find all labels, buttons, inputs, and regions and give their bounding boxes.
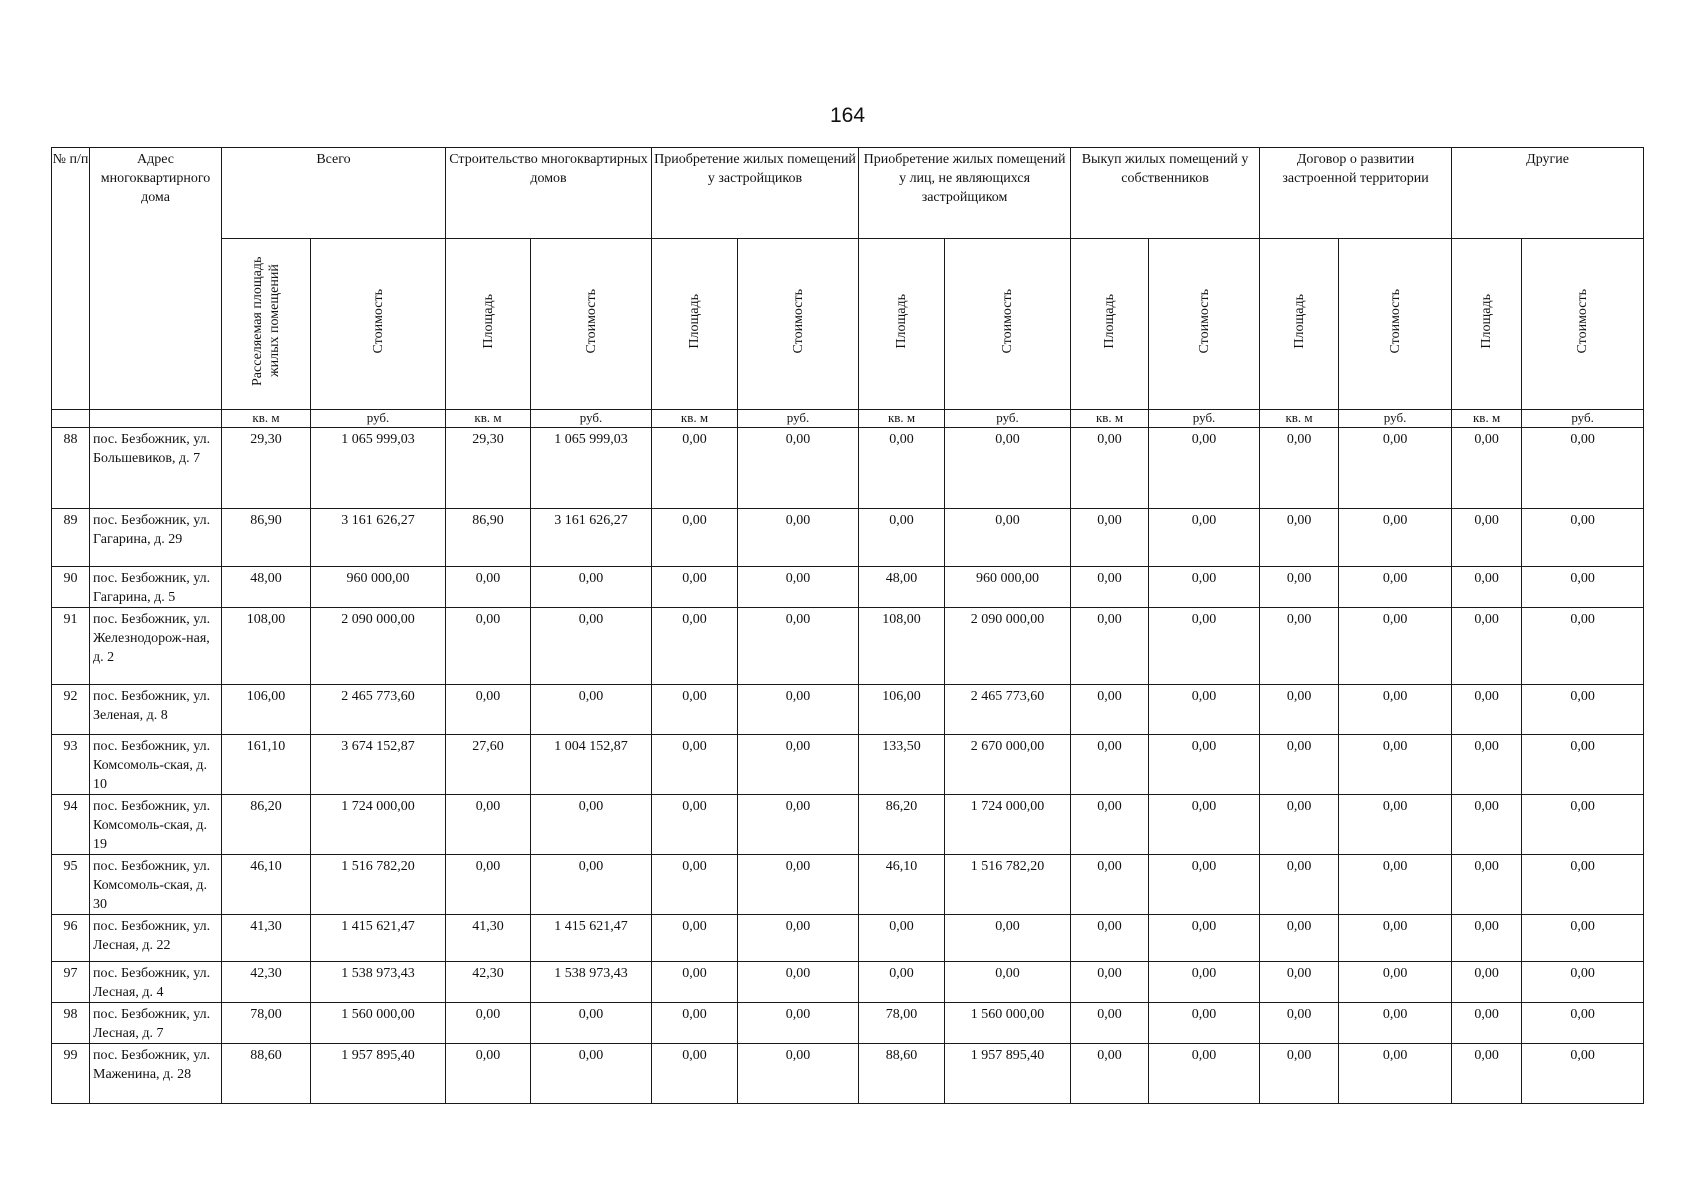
cell-cost: 0,00 xyxy=(531,608,652,685)
table-row xyxy=(52,915,1644,962)
cell-cost: 0,00 xyxy=(945,962,1071,1003)
row-number: 88 xyxy=(52,428,90,509)
cell-area: 0,00 xyxy=(1452,855,1522,915)
cell-area: 0,00 xyxy=(1260,915,1339,962)
cell-area: 106,00 xyxy=(859,685,945,735)
cell-cost: 0,00 xyxy=(1149,509,1260,567)
unit-cell: кв. м xyxy=(1071,410,1149,428)
cell-area: 0,00 xyxy=(1452,608,1522,685)
cell-cost: 0,00 xyxy=(1149,567,1260,608)
cell-cost: 0,00 xyxy=(945,509,1071,567)
cell-area: 0,00 xyxy=(1071,509,1149,567)
row-address: пос. Безбожник, ул. Железнодорож-ная, д. 2 xyxy=(90,608,222,685)
cell-area: 0,00 xyxy=(1071,915,1149,962)
cell-cost: 0,00 xyxy=(738,1003,859,1044)
cell-area: 0,00 xyxy=(1260,962,1339,1003)
cell-area: 0,00 xyxy=(652,855,738,915)
cell-area: 0,00 xyxy=(1452,428,1522,509)
cell-area: 0,00 xyxy=(1452,509,1522,567)
cell-cost: 0,00 xyxy=(738,428,859,509)
cell-area: 0,00 xyxy=(1452,735,1522,795)
cell-cost: 2 465 773,60 xyxy=(311,685,446,735)
cell-area: 86,20 xyxy=(222,795,311,855)
table-row xyxy=(52,509,1644,567)
cell-cost: 0,00 xyxy=(531,1003,652,1044)
cell-cost: 2 090 000,00 xyxy=(311,608,446,685)
cell-cost: 0,00 xyxy=(1339,855,1452,915)
cell-area: 133,50 xyxy=(859,735,945,795)
row-number: 89 xyxy=(52,509,90,567)
row-address: пос. Безбожник, ул. Гагарина, д. 29 xyxy=(90,509,222,567)
table-row xyxy=(52,685,1644,735)
cell-cost: 2 090 000,00 xyxy=(945,608,1071,685)
cell-area: 46,10 xyxy=(859,855,945,915)
cell-cost: 1 724 000,00 xyxy=(945,795,1071,855)
cell-area: 0,00 xyxy=(652,1044,738,1104)
cell-area: 0,00 xyxy=(1071,567,1149,608)
cell-cost: 1 065 999,03 xyxy=(531,428,652,509)
cell-area: 0,00 xyxy=(446,567,531,608)
cell-cost: 0,00 xyxy=(531,855,652,915)
cell-area: 29,30 xyxy=(446,428,531,509)
cell-area: 0,00 xyxy=(652,795,738,855)
cell-cost: 0,00 xyxy=(531,567,652,608)
cell-area: 0,00 xyxy=(446,608,531,685)
header-group-buyout-owners: Выкуп жилых помещений у собственников xyxy=(1071,148,1260,239)
cell-cost: 3 674 152,87 xyxy=(311,735,446,795)
row-address: пос. Безбожник, ул. Комсомоль-ская, д. 30 xyxy=(90,855,222,915)
header-group-purchase-developers: Приобретение жилых помещений у застройщиков xyxy=(652,148,859,239)
cell-cost: 0,00 xyxy=(945,428,1071,509)
cell-cost: 0,00 xyxy=(1339,567,1452,608)
cell-cost: 0,00 xyxy=(1339,608,1452,685)
table-row xyxy=(52,567,1644,608)
subheader: Стоимость xyxy=(945,239,1071,410)
cell-area: 0,00 xyxy=(652,509,738,567)
resettlement-table xyxy=(51,147,1644,1104)
cell-area: 0,00 xyxy=(1260,795,1339,855)
cell-cost: 0,00 xyxy=(1149,735,1260,795)
cell-cost: 1 560 000,00 xyxy=(311,1003,446,1044)
cell-area: 0,00 xyxy=(446,855,531,915)
unit-cell: кв. м xyxy=(446,410,531,428)
row-number: 96 xyxy=(52,915,90,962)
cell-area: 106,00 xyxy=(222,685,311,735)
cell-cost: 0,00 xyxy=(1339,735,1452,795)
cell-area: 88,60 xyxy=(859,1044,945,1104)
cell-area: 41,30 xyxy=(222,915,311,962)
cell-cost: 0,00 xyxy=(1522,608,1644,685)
unit-row xyxy=(52,410,1644,428)
header-group-other: Другие xyxy=(1452,148,1644,239)
cell-area: 108,00 xyxy=(859,608,945,685)
cell-area: 0,00 xyxy=(652,428,738,509)
cell-area: 0,00 xyxy=(1452,1003,1522,1044)
cell-cost: 0,00 xyxy=(531,1044,652,1104)
subheader: Площадь xyxy=(859,239,945,410)
cell-area: 27,60 xyxy=(446,735,531,795)
cell-area: 78,00 xyxy=(222,1003,311,1044)
cell-cost: 0,00 xyxy=(1149,1003,1260,1044)
cell-area: 108,00 xyxy=(222,608,311,685)
cell-area: 0,00 xyxy=(652,1003,738,1044)
subheader: Расселяемая площадь жилых помещений xyxy=(222,239,311,410)
cell-cost: 0,00 xyxy=(738,962,859,1003)
cell-area: 0,00 xyxy=(1260,509,1339,567)
cell-area: 0,00 xyxy=(1260,855,1339,915)
table-header xyxy=(52,148,1644,428)
cell-cost: 0,00 xyxy=(1149,855,1260,915)
row-address: пос. Безбожник, ул. Лесная, д. 7 xyxy=(90,1003,222,1044)
cell-area: 0,00 xyxy=(652,735,738,795)
cell-area: 0,00 xyxy=(1452,685,1522,735)
cell-cost: 2 465 773,60 xyxy=(945,685,1071,735)
unit-cell: кв. м xyxy=(859,410,945,428)
row-address: пос. Безбожник, ул. Зеленая, д. 8 xyxy=(90,685,222,735)
cell-cost: 0,00 xyxy=(1339,1003,1452,1044)
cell-area: 0,00 xyxy=(446,795,531,855)
cell-area: 0,00 xyxy=(446,1044,531,1104)
table-row xyxy=(52,855,1644,915)
cell-cost: 0,00 xyxy=(1339,509,1452,567)
cell-cost: 2 670 000,00 xyxy=(945,735,1071,795)
cell-area: 86,20 xyxy=(859,795,945,855)
unit-cell: руб. xyxy=(531,410,652,428)
row-address: пос. Безбожник, ул. Комсомоль-ская, д. 19 xyxy=(90,795,222,855)
cell-cost: 1 957 895,40 xyxy=(311,1044,446,1104)
cell-area: 41,30 xyxy=(446,915,531,962)
cell-cost: 0,00 xyxy=(738,509,859,567)
row-address: пос. Безбожник, ул. Гагарина, д. 5 xyxy=(90,567,222,608)
cell-area: 0,00 xyxy=(1071,795,1149,855)
row-number: 98 xyxy=(52,1003,90,1044)
cell-cost: 0,00 xyxy=(1522,735,1644,795)
cell-area: 0,00 xyxy=(1452,915,1522,962)
unit-cell: руб. xyxy=(945,410,1071,428)
cell-area: 0,00 xyxy=(1071,855,1149,915)
cell-cost: 1 415 621,47 xyxy=(531,915,652,962)
cell-cost: 0,00 xyxy=(1149,608,1260,685)
unit-cell: руб. xyxy=(1339,410,1452,428)
cell-area: 78,00 xyxy=(859,1003,945,1044)
cell-area: 0,00 xyxy=(1071,1044,1149,1104)
table-row xyxy=(52,1044,1644,1104)
cell-cost: 1 516 782,20 xyxy=(945,855,1071,915)
header-group-purchase-non-developers: Приобретение жилых помещений у лиц, не являющихся застройщиком xyxy=(859,148,1071,239)
unit-cell: руб. xyxy=(738,410,859,428)
cell-cost: 1 415 621,47 xyxy=(311,915,446,962)
subheader: Стоимость xyxy=(531,239,652,410)
subheader: Площадь xyxy=(1260,239,1339,410)
table-row xyxy=(52,962,1644,1003)
unit-cell-blank xyxy=(90,410,222,428)
table-row xyxy=(52,608,1644,685)
table-row xyxy=(52,735,1644,795)
cell-cost: 3 161 626,27 xyxy=(311,509,446,567)
cell-area: 0,00 xyxy=(1452,567,1522,608)
cell-cost: 0,00 xyxy=(1149,795,1260,855)
cell-cost: 0,00 xyxy=(1339,428,1452,509)
cell-cost: 3 161 626,27 xyxy=(531,509,652,567)
cell-cost: 0,00 xyxy=(1522,567,1644,608)
cell-cost: 0,00 xyxy=(1339,1044,1452,1104)
cell-cost: 0,00 xyxy=(1522,1003,1644,1044)
row-number: 91 xyxy=(52,608,90,685)
cell-cost: 0,00 xyxy=(1522,855,1644,915)
cell-area: 86,90 xyxy=(446,509,531,567)
cell-area: 46,10 xyxy=(222,855,311,915)
cell-cost: 0,00 xyxy=(1522,428,1644,509)
cell-cost: 0,00 xyxy=(1522,1044,1644,1104)
table-row xyxy=(52,428,1644,509)
cell-cost: 1 538 973,43 xyxy=(311,962,446,1003)
unit-cell: руб. xyxy=(1149,410,1260,428)
header-address: Адрес многоквартирного дома xyxy=(90,148,222,410)
table-row xyxy=(52,1003,1644,1044)
header-group-development-agreement: Договор о развитии застроенной территории xyxy=(1260,148,1452,239)
cell-area: 161,10 xyxy=(222,735,311,795)
cell-cost: 0,00 xyxy=(738,855,859,915)
cell-cost: 1 065 999,03 xyxy=(311,428,446,509)
header-group-construction: Строительство многоквартирных домов xyxy=(446,148,652,239)
cell-cost: 0,00 xyxy=(1339,795,1452,855)
cell-area: 0,00 xyxy=(859,962,945,1003)
cell-cost: 0,00 xyxy=(738,567,859,608)
row-number: 94 xyxy=(52,795,90,855)
cell-area: 42,30 xyxy=(222,962,311,1003)
subheader: Стоимость xyxy=(738,239,859,410)
cell-cost: 0,00 xyxy=(1339,915,1452,962)
cell-cost: 0,00 xyxy=(1339,962,1452,1003)
row-number: 90 xyxy=(52,567,90,608)
subheader: Стоимость xyxy=(1522,239,1644,410)
cell-area: 0,00 xyxy=(1260,428,1339,509)
page-number: 164 xyxy=(829,104,866,127)
header-num: № п/п xyxy=(52,148,90,410)
row-number: 92 xyxy=(52,685,90,735)
cell-area: 0,00 xyxy=(652,685,738,735)
header-group-total: Всего xyxy=(222,148,446,239)
unit-cell: руб. xyxy=(1522,410,1644,428)
cell-cost: 960 000,00 xyxy=(311,567,446,608)
row-address: пос. Безбожник, ул. Большевиков, д. 7 xyxy=(90,428,222,509)
cell-cost: 0,00 xyxy=(1522,509,1644,567)
cell-area: 0,00 xyxy=(652,962,738,1003)
cell-area: 0,00 xyxy=(1071,428,1149,509)
cell-cost: 1 957 895,40 xyxy=(945,1044,1071,1104)
cell-cost: 0,00 xyxy=(1149,685,1260,735)
row-address: пос. Безбожник, ул. Комсомоль-ская, д. 10 xyxy=(90,735,222,795)
subheader: Площадь xyxy=(1452,239,1522,410)
cell-area: 0,00 xyxy=(859,428,945,509)
cell-cost: 0,00 xyxy=(1522,962,1644,1003)
subheader: Площадь xyxy=(1071,239,1149,410)
row-address: пос. Безбожник, ул. Лесная, д. 22 xyxy=(90,915,222,962)
cell-area: 0,00 xyxy=(1260,735,1339,795)
row-number: 99 xyxy=(52,1044,90,1104)
cell-area: 0,00 xyxy=(859,509,945,567)
cell-area: 0,00 xyxy=(446,685,531,735)
subheader: Стоимость xyxy=(1339,239,1452,410)
cell-area: 0,00 xyxy=(1452,962,1522,1003)
cell-area: 48,00 xyxy=(222,567,311,608)
cell-cost: 0,00 xyxy=(1522,685,1644,735)
cell-area: 0,00 xyxy=(1260,608,1339,685)
cell-area: 0,00 xyxy=(1071,685,1149,735)
cell-area: 42,30 xyxy=(446,962,531,1003)
unit-cell: руб. xyxy=(311,410,446,428)
cell-cost: 0,00 xyxy=(738,608,859,685)
cell-cost: 0,00 xyxy=(738,735,859,795)
cell-cost: 0,00 xyxy=(531,795,652,855)
cell-cost: 0,00 xyxy=(1522,795,1644,855)
cell-area: 88,60 xyxy=(222,1044,311,1104)
unit-cell: кв. м xyxy=(1260,410,1339,428)
cell-area: 0,00 xyxy=(652,915,738,962)
cell-cost: 1 516 782,20 xyxy=(311,855,446,915)
cell-cost: 0,00 xyxy=(1522,915,1644,962)
cell-cost: 1 004 152,87 xyxy=(531,735,652,795)
cell-area: 0,00 xyxy=(1071,962,1149,1003)
cell-area: 48,00 xyxy=(859,567,945,608)
cell-cost: 0,00 xyxy=(945,915,1071,962)
cell-cost: 1 538 973,43 xyxy=(531,962,652,1003)
unit-cell: кв. м xyxy=(1452,410,1522,428)
row-number: 97 xyxy=(52,962,90,1003)
cell-area: 0,00 xyxy=(1260,567,1339,608)
cell-cost: 0,00 xyxy=(1149,915,1260,962)
unit-cell: кв. м xyxy=(222,410,311,428)
cell-cost: 960 000,00 xyxy=(945,567,1071,608)
unit-cell: кв. м xyxy=(652,410,738,428)
unit-cell-blank xyxy=(52,410,90,428)
cell-area: 0,00 xyxy=(1452,1044,1522,1104)
subheader: Площадь xyxy=(652,239,738,410)
cell-area: 0,00 xyxy=(652,567,738,608)
cell-area: 0,00 xyxy=(446,1003,531,1044)
cell-cost: 0,00 xyxy=(738,915,859,962)
subheader: Стоимость xyxy=(1149,239,1260,410)
cell-cost: 0,00 xyxy=(1339,685,1452,735)
cell-cost: 0,00 xyxy=(1149,962,1260,1003)
cell-cost: 0,00 xyxy=(738,685,859,735)
row-number: 95 xyxy=(52,855,90,915)
cell-area: 0,00 xyxy=(1452,795,1522,855)
cell-cost: 0,00 xyxy=(1149,428,1260,509)
cell-area: 0,00 xyxy=(1071,1003,1149,1044)
cell-area: 0,00 xyxy=(1071,735,1149,795)
table-body xyxy=(52,428,1644,1104)
cell-cost: 0,00 xyxy=(1149,1044,1260,1104)
cell-area: 29,30 xyxy=(222,428,311,509)
cell-area: 0,00 xyxy=(859,915,945,962)
cell-area: 0,00 xyxy=(1260,1044,1339,1104)
cell-area: 0,00 xyxy=(1260,1003,1339,1044)
cell-cost: 1 724 000,00 xyxy=(311,795,446,855)
cell-cost: 0,00 xyxy=(531,685,652,735)
subheader: Стоимость xyxy=(311,239,446,410)
table-row xyxy=(52,795,1644,855)
cell-area: 0,00 xyxy=(652,608,738,685)
row-address: пос. Безбожник, ул. Лесная, д. 4 xyxy=(90,962,222,1003)
cell-area: 0,00 xyxy=(1071,608,1149,685)
cell-cost: 1 560 000,00 xyxy=(945,1003,1071,1044)
cell-area: 86,90 xyxy=(222,509,311,567)
cell-area: 0,00 xyxy=(1260,685,1339,735)
cell-cost: 0,00 xyxy=(738,1044,859,1104)
row-number: 93 xyxy=(52,735,90,795)
subheader: Площадь xyxy=(446,239,531,410)
row-address: пос. Безбожник, ул. Маженина, д. 28 xyxy=(90,1044,222,1104)
cell-cost: 0,00 xyxy=(738,795,859,855)
